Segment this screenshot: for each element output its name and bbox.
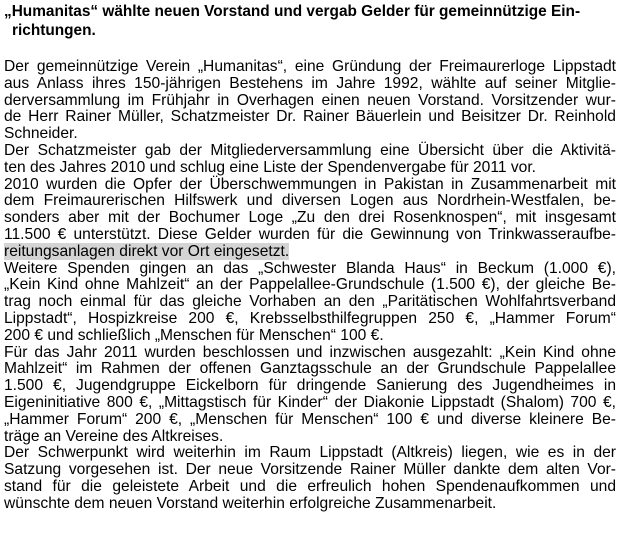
text-line: Mahlzeit“ im Rahmen der offenen Ganztagsschule an der Grundschule Pappelallee xyxy=(4,360,616,378)
text-line: 11.500 € unterstützt. Diese Gelder wurden für die Gewinnung von Trinkwasseraufbe- xyxy=(4,225,616,243)
paragraph-2011 xyxy=(4,345,616,446)
text-line: trag noch einmal für das gleiche Vorhaben an den „Paritätischen Wohlfahrtsverband xyxy=(4,293,616,311)
article-body xyxy=(4,59,616,513)
text-line: stand für die geleistete Arbeit und die erfreulich hohen Spendenaufkommen und xyxy=(4,477,616,495)
text-line: „Hammer Forum“ 200 €, „Menschen für Menschen“ 100 € und diverse kleinere Be- xyxy=(4,410,616,428)
text-line: Der Schatzmeister gab der Mitgliederversammlung eine Übersicht über die Aktivitä- xyxy=(4,141,616,159)
text-line: Weitere Spenden gingen an das „Schwester Blanda Haus“ in Beckum (1.000 €), xyxy=(4,259,616,277)
text-line: Der gemeinnützige Verein „Humanitas“, eine Gründung der Freimaurerloge Lippstadt xyxy=(4,58,616,75)
text-line: 200 € und schließlich „Menschen für Menschen“ 100 €. xyxy=(4,326,384,344)
text-selection-highlight: reitungsanlagen direkt vor Ort eingesetzt. xyxy=(4,242,290,260)
paragraph-pakistan xyxy=(4,177,616,261)
text-line: Lippstadt“, Hospizkreise 200 €, Krebsselbsthilfegruppen 250 €, „Hammer Forum“ xyxy=(4,309,616,327)
text-line: Satzung vorgesehen ist. Der neue Vorsitzende Rainer Müller dankte dem alten Vor- xyxy=(4,461,616,479)
document-page xyxy=(4,2,616,513)
text-line: wünschte dem neuen Vorstand weiterhin erfolgreiche Zusammenarbeit. xyxy=(4,494,497,512)
text-line: Eigeninitiative 800 €, „Mittagstisch für Kinder“ der Diakonie Lippstadt (Shalom) 700 €, xyxy=(4,393,616,411)
text-line: Der Schwerpunkt wird weiterhin im Raum Lippstadt (Altkreis) liegen, wie es in der xyxy=(4,444,616,462)
text-line: 1.500 €, Jugendgruppe Eickelborn für dringende Sanierung des Jugendheimes in xyxy=(4,377,616,395)
headline-line: „Humanitas“ wählte neuen Vorstand und vergab Gelder für gemeinnützige Ein- xyxy=(4,3,581,20)
text-line: „Kein Kind ohne Mahlzeit“ an der Pappelallee-Grundschule (1.500 €), der gleiche Be- xyxy=(4,276,616,294)
text-line xyxy=(4,244,616,261)
text-line: dem Freimaurerischen Hilfswerk und diversen Logen aus Nordrhein-Westfalen, be- xyxy=(4,192,616,210)
text-line: sonders aber mit der Bochumer Loge „Zu den drei Rosenknospen“, mit insgesamt xyxy=(4,209,616,227)
headline-line: richtungen. xyxy=(12,22,96,39)
headline xyxy=(4,2,616,40)
text-line: Schneider. xyxy=(4,125,78,143)
text-line: derversammlung im Frühjahr in Overhagen einen neuen Vorstand. Vorsitzender wur- xyxy=(4,91,616,109)
paragraph-intro xyxy=(4,59,616,143)
text-line: ten des Jahres 2010 und schlug eine Liste der Spendenvergabe für 2011 vor. xyxy=(4,158,537,176)
text-line: Für das Jahr 2011 wurden beschlossen und inzwischen ausgezahlt: „Kein Kind ohne xyxy=(4,343,616,361)
text-line: de Herr Rainer Müller, Schatzmeister Dr. Rainer Bäuerlein und Beisitzer Dr. Reinhold xyxy=(4,108,616,126)
text-line: träge an Vereine des Altkreises. xyxy=(4,427,224,445)
text-line: aus Anlass ihres 150-jährigen Bestehens im Jahre 1992, wählte auf seiner Mitglie- xyxy=(4,74,616,92)
paragraph-donations xyxy=(4,261,616,345)
text-line: 2010 wurden die Opfer der Überschwemmungen in Pakistan in Zusammenarbeit mit xyxy=(4,175,616,193)
paragraph-outlook xyxy=(4,445,616,512)
paragraph-treasurer xyxy=(4,143,616,177)
